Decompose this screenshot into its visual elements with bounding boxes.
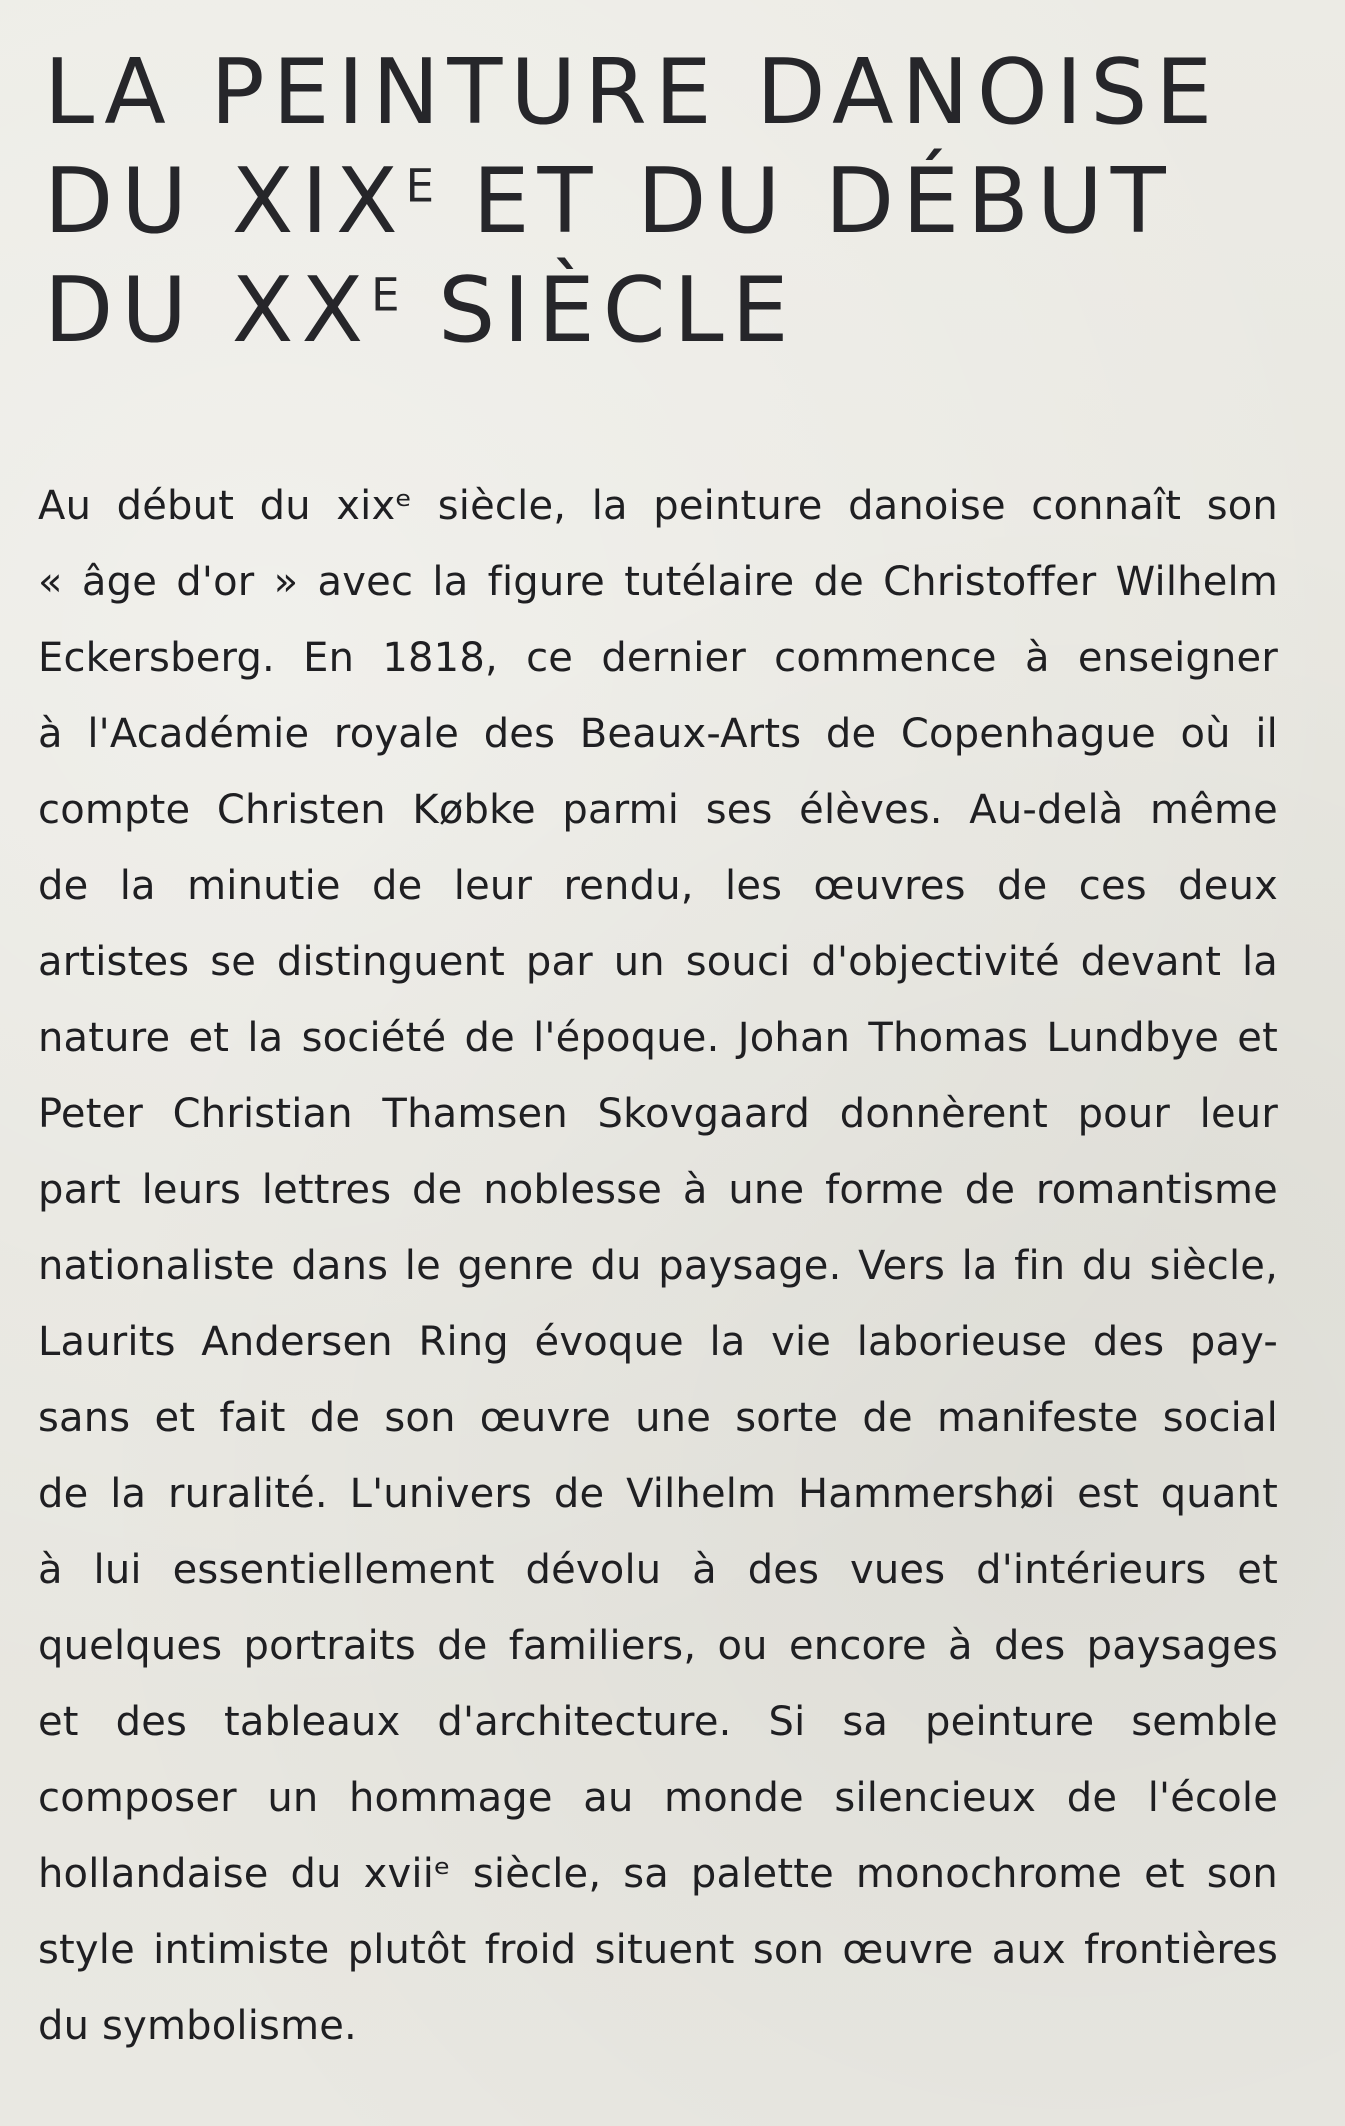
body-line: « âge d'or » avec la figure tutélaire de Christoffer Wilhelm [38, 559, 1278, 605]
body-line: et des tableaux d'architecture. Si sa peinture semble [38, 1699, 1278, 1745]
body-line: de la minutie de leur rendu, les œuvres de ces deux [38, 863, 1278, 909]
body-line: hollandaise du xviiᵉ siècle, sa palette monochrome et son [38, 1851, 1278, 1897]
panel-title [44, 38, 1284, 365]
body-line: part leurs lettres de noblesse à une forme de romantisme [38, 1167, 1278, 1213]
body-line: Laurits Andersen Ring évoque la vie laborieuse des pay- [38, 1319, 1278, 1365]
title-line-3-superscript: E [371, 268, 402, 322]
body-line: sans et fait de son œuvre une sorte de manifeste social [38, 1395, 1278, 1441]
body-line: compte Christen Købke parmi ses élèves. Au-delà même [38, 787, 1278, 833]
body-line: Eckersberg. En 1818, ce dernier commence à enseigner [38, 635, 1278, 681]
title-line-2 [44, 147, 1284, 256]
body-line: nature et la société de l'époque. Johan Thomas Lundbye et [38, 1015, 1278, 1061]
body-line: nationaliste dans le genre du paysage. Vers la fin du siècle, [38, 1243, 1278, 1289]
title-line-2-start: DU XIX [44, 149, 406, 254]
body-line-last: du symbolisme. [38, 2003, 357, 2049]
body-line: Au début du xixᵉ siècle, la peinture danoise connaît son [38, 483, 1278, 529]
title-line-2-end: ET DU DÉBUT [436, 149, 1174, 254]
body-line: composer un hommage au monde silencieux de l'école [38, 1775, 1278, 1821]
body-line: artistes se distinguent par un souci d'objectivité devant la [38, 939, 1278, 985]
body-line: de la ruralité. L'univers de Vilhelm Hammershøi est quant [38, 1471, 1278, 1517]
panel-body-text [38, 468, 1278, 2064]
title-line-3 [44, 256, 1284, 365]
body-line: style intimiste plutôt froid situent son œuvre aux frontières [38, 1927, 1278, 1973]
title-line-1: LA PEINTURE DANOISE [44, 40, 1221, 145]
body-line: Peter Christian Thamsen Skovgaard donnèrent pour leur [38, 1091, 1278, 1137]
body-line: quelques portraits de familiers, ou encore à des paysages [38, 1623, 1278, 1669]
title-line-2-superscript: E [405, 159, 437, 213]
title-line-3-start: DU XX [44, 258, 372, 363]
body-line: à lui essentiellement dévolu à des vues d'intérieurs et [38, 1547, 1278, 1593]
body-line: à l'Académie royale des Beaux-Arts de Copenhague où il [38, 711, 1278, 757]
title-line-3-end: SIÈCLE [401, 258, 797, 363]
